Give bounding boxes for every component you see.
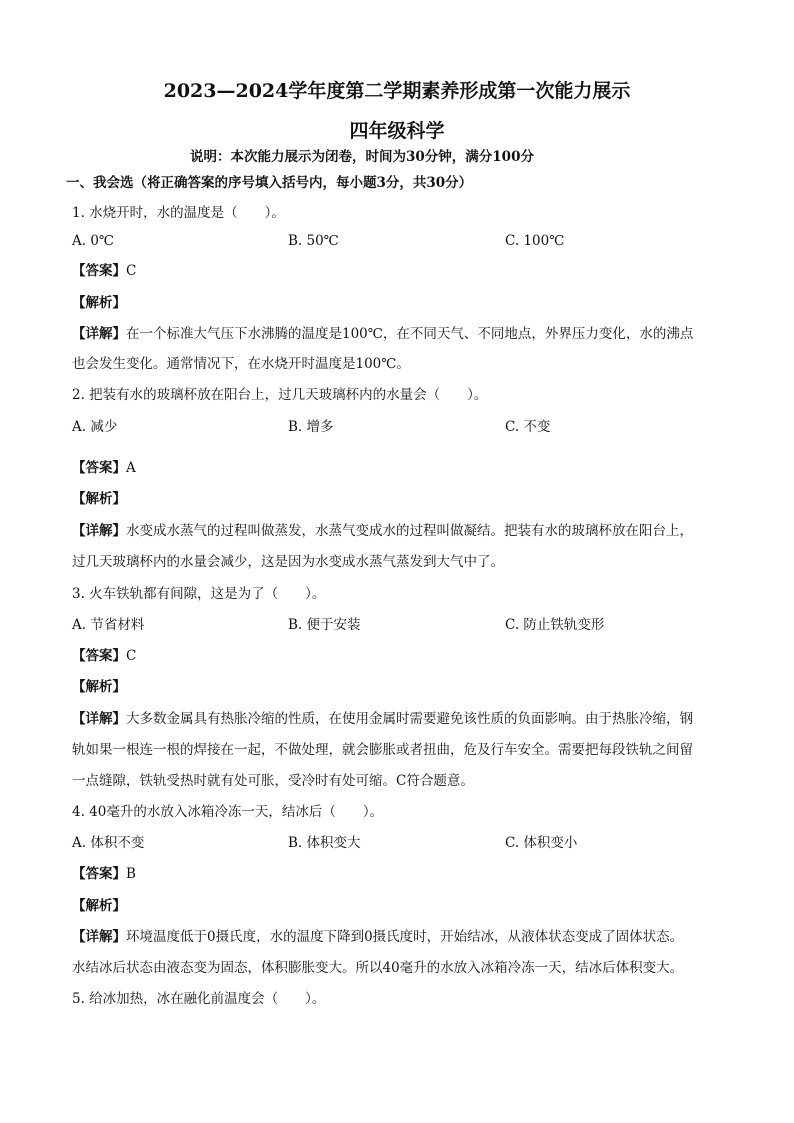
- question-4-option-c: C. 体积变小: [505, 835, 578, 851]
- detail-text: 环境温度低于0摄氏度，水的温度下降到0摄氏度时，开始结冰，从液体状态变成了固体状态。: [126, 929, 684, 945]
- answer-value: B: [126, 866, 136, 882]
- question-3-answer: [72, 647, 732, 665]
- answer-value: C: [126, 648, 137, 664]
- question-4-option-b: B. 体积变大: [288, 835, 361, 851]
- detail-text: 在一个标准大气压下水沸腾的温度是100℃，在不同天气、不同地点，外界压力变化，水的沸点: [126, 326, 694, 342]
- question-2-detail-cont: 过几天玻璃杯内的水量会减少，这是因为水变成水蒸气蒸发到大气中了。: [72, 554, 504, 570]
- answer-label: 【答案】: [72, 648, 126, 664]
- detail-text: 大多数金属具有热胀冷缩的性质，在使用金属时需要避免该性质的负面影响。由于热胀冷缩，钢: [126, 711, 693, 727]
- detail-text: 水变成水蒸气的过程叫做蒸发，水蒸气变成水的过程叫做凝结。把装有水的玻璃杯放在阳台上，: [126, 523, 693, 539]
- answer-value: C: [126, 263, 137, 279]
- question-2-option-b: B. 增多: [288, 419, 334, 435]
- question-3-option-c: C. 防止铁轨变形: [505, 617, 605, 633]
- question-4-detail-cont: 水结冰后状态由液态变为固态，体积膨胀变大。所以40毫升的水放入冰箱冷冻一天，结冰后体积变大。: [72, 960, 684, 976]
- question-3-option-a: A. 节省材料: [72, 617, 145, 633]
- detail-label: 【详解】: [72, 523, 126, 539]
- question-1-stem: 1. 水烧开时，水的温度是（ ）。: [72, 205, 285, 221]
- exam-title: 2023—2024学年度第二学期素养形成第一次能力展示: [163, 80, 631, 102]
- question-2-option-c: C. 不变: [505, 419, 551, 435]
- question-1-option-a: A. 0℃: [72, 233, 115, 249]
- question-2-detail: [72, 522, 732, 540]
- question-2-stem: 2. 把装有水的玻璃杯放在阳台上，过几天玻璃杯内的水量会（ ）。: [72, 387, 488, 403]
- question-4-answer: [72, 865, 732, 883]
- answer-label: 【答案】: [72, 866, 126, 882]
- question-3-stem: 3. 火车铁轨都有间隙，这是为了（ ）。: [72, 586, 326, 602]
- question-2-answer: [72, 459, 732, 477]
- section-heading: 一、我会选（将正确答案的序号填入括号内，每小题3分，共30分）: [66, 175, 473, 191]
- detail-label: 【详解】: [72, 326, 126, 342]
- exam-instructions: 说明：本次能力展示为闭卷，时间为30分钟，满分100分: [190, 149, 534, 165]
- question-3-option-b: B. 便于安装: [288, 617, 361, 633]
- detail-label: 【详解】: [72, 711, 126, 727]
- answer-label: 【答案】: [72, 263, 126, 279]
- question-5-stem: 5. 给冰加热，冰在融化前温度会（ ）。: [72, 991, 326, 1007]
- question-3-detail: [72, 710, 732, 728]
- question-1-option-c: C. 100℃: [505, 233, 565, 249]
- question-1-detail-cont: 也会发生变化。通常情况下，在水烧开时温度是100℃。: [72, 356, 410, 372]
- question-4-stem: 4. 40毫升的水放入冰箱冷冻一天，结冰后（ ）。: [72, 804, 384, 820]
- answer-value: A: [126, 460, 136, 476]
- question-1-analysis-label: 【解析】: [72, 295, 126, 311]
- question-4-option-a: A. 体积不变: [72, 835, 145, 851]
- question-1-option-b: B. 50℃: [288, 233, 339, 249]
- exam-subtitle: 四年级科学: [349, 120, 445, 142]
- question-1-detail: [72, 325, 732, 343]
- question-4-detail: [72, 928, 732, 946]
- question-1-answer: [72, 262, 732, 280]
- question-2-option-a: A. 减少: [72, 419, 118, 435]
- question-4-analysis-label: 【解析】: [72, 898, 126, 914]
- answer-label: 【答案】: [72, 460, 126, 476]
- question-2-analysis-label: 【解析】: [72, 491, 126, 507]
- question-3-detail-cont-2: 一点缝隙，铁轨受热时就有处可胀，受冷时有处可缩。C符合题意。: [72, 773, 474, 789]
- detail-label: 【详解】: [72, 929, 126, 945]
- question-3-detail-cont-1: 轨如果一根连一根的焊接在一起，不做处理，就会膨胀或者扭曲，危及行车安全。需要把每段铁轨之间留: [72, 742, 693, 758]
- question-3-analysis-label: 【解析】: [72, 679, 126, 695]
